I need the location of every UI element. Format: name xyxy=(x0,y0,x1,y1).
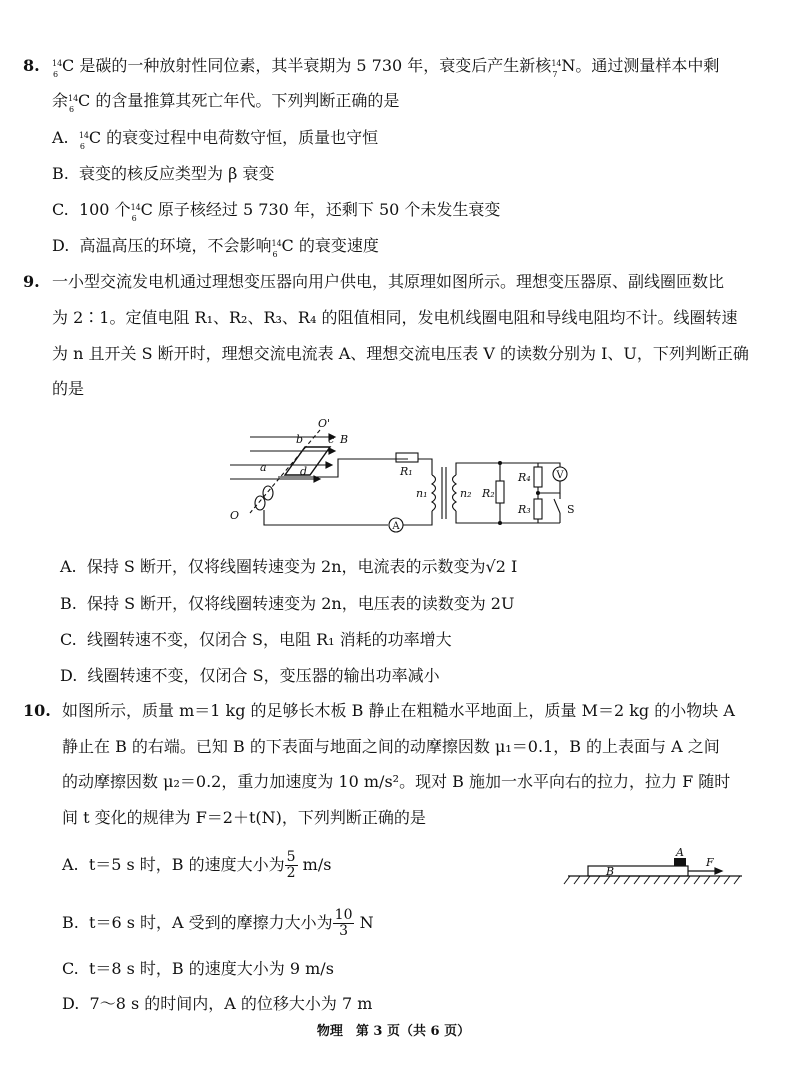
option-d[interactable]: D. 线圈转速不变，仅闭合 S，变压器的输出功率减小 xyxy=(60,666,440,685)
option-a[interactable]: A. t＝5 s 时，B 的速度大小为 $\frac{5}{2}$ m/s xyxy=(62,849,332,881)
fraction: $\frac{5}{2}$ xyxy=(286,849,296,881)
option-b[interactable]: B. 衰变的核反应类型为 β 衰变 xyxy=(52,164,275,183)
label-a: a xyxy=(260,461,267,474)
question-stem-line: 的动摩擦因数 μ₂＝0.2，重力加速度为 10 m/s²。现对 B 施加一水平向右的拉力，拉力 F 随时 xyxy=(62,772,731,791)
label-board-b: B xyxy=(606,865,615,878)
carbon-isotope: 14 6 xyxy=(52,59,63,79)
question-number: 9. xyxy=(23,272,40,291)
label-c: c xyxy=(328,433,335,446)
question-stem-line: 如图所示，质量 m＝1 kg 的足够长木板 B 静止在粗糙水平地面上，质量 M＝2 kg 的小物块 A xyxy=(62,701,735,720)
label-o: O xyxy=(230,509,240,522)
question-number: 8. xyxy=(23,56,40,75)
page-footer: 物理 第 3 页（共 6 页） xyxy=(316,1024,471,1039)
option-c[interactable]: C. 100 个 14 6 C 原子核经过 5 730 年，还剩下 50 个未发生衰变 xyxy=(52,200,501,223)
option-a[interactable]: A. 14 6 C 的衰变过程中电荷数守恒，质量也守恒 xyxy=(52,128,379,151)
option-d[interactable]: D. 7～8 s 的时间内，A 的位移大小为 7 m xyxy=(62,994,373,1013)
question-stem-line: 间 t 变化的规律为 F＝2＋t(N)，下列判断正确的是 xyxy=(62,808,426,827)
option-b[interactable]: B. t＝6 s 时，A 受到的摩擦力大小为 $\frac{10}{3}$ N xyxy=(62,907,374,939)
question-stem-line: 余 14 6 C 的含量推算其死亡年代。下列判断正确的是 xyxy=(52,91,400,114)
label-d: d xyxy=(300,465,308,478)
fraction: $\frac{10}{3}$ xyxy=(334,907,353,939)
label-s: S xyxy=(567,503,575,516)
label-n1: n₁ xyxy=(416,487,428,500)
nitrogen-isotope: 14 7 xyxy=(551,59,562,79)
ammeter-label: A xyxy=(392,521,400,532)
question-stem-line: 为 2∶1。定值电阻 R₁、R₂、R₃、R₄ 的阻值相同，发电机线圈电阻和导线电阻均不计。线圈转速 xyxy=(52,308,738,327)
option-c[interactable]: C. t＝8 s 时，B 的速度大小为 9 m/s xyxy=(62,959,334,978)
question-stem-line: 静止在 B 的右端。已知 B 的下表面与地面之间的动摩擦因数 μ₁＝0.1，B 的上表面与 A 之间 xyxy=(62,737,720,756)
question-stem-line: 为 n 且开关 S 断开时，理想交流电流表 A、理想交流电压表 V 的读数分别为 I、U，下列判断正确 xyxy=(52,344,749,363)
question-stem-line: 14 6 C 是碳的一种放射性同位素，其半衰期为 5 730 年，衰变后产生新核 14 7 N。通过测量样本中剩 xyxy=(52,56,720,79)
question-number: 10. xyxy=(23,701,51,720)
option-c[interactable]: C. 线圈转速不变，仅闭合 S，电阻 R₁ 消耗的功率增大 xyxy=(60,630,452,649)
label-force-f: F xyxy=(706,856,714,869)
label-r4: R₄ xyxy=(518,471,531,484)
label-o-prime: O' xyxy=(318,417,331,430)
label-block-a: A xyxy=(676,848,684,859)
label-r3: R₃ xyxy=(518,503,531,516)
board-block-figure xyxy=(560,848,750,888)
voltmeter-label: V xyxy=(556,470,564,481)
generator-transformer-circuit-figure xyxy=(220,415,580,535)
label-r1: R₁ xyxy=(400,465,413,478)
question-stem-line: 的是 xyxy=(52,379,85,398)
option-a[interactable]: A. 保持 S 断开，仅将线圈转速变为 2n，电流表的示数变为√2 I xyxy=(60,557,518,576)
label-n2: n₂ xyxy=(460,487,472,500)
label-b: b xyxy=(296,433,304,446)
option-b[interactable]: B. 保持 S 断开，仅将线圈转速变为 2n，电压表的读数变为 2U xyxy=(60,594,515,613)
label-r2: R₂ xyxy=(482,487,495,500)
option-d[interactable]: D. 高温高压的环境，不会影响 14 6 C 的衰变速度 xyxy=(52,236,379,259)
label-field-b: B xyxy=(340,433,349,446)
question-stem-line: 一小型交流发电机通过理想变压器向用户供电，其原理如图所示。理想变压器原、副线圈匝数比 xyxy=(52,272,725,291)
